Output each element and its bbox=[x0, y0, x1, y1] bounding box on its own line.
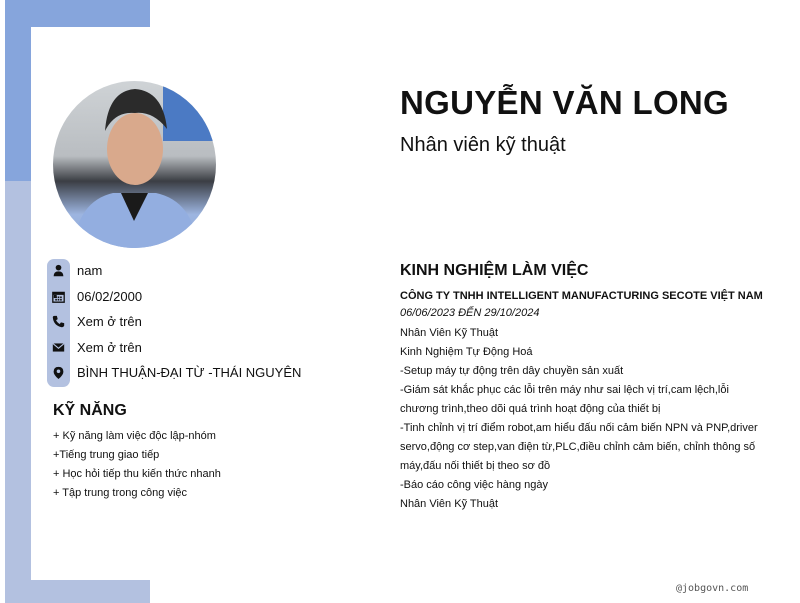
candidate-position: Nhân viên kỹ thuật bbox=[400, 134, 566, 156]
skills-heading: KỸ NĂNG bbox=[53, 402, 127, 419]
location-icon bbox=[50, 364, 67, 381]
experience-line: -Tinh chỉnh vị trí điểm robot,am hiểu đấu nối cảm biến NPN và PNP,driver bbox=[400, 422, 758, 434]
person-photo-icon bbox=[53, 81, 216, 248]
experience-line: máy,đấu nối thiết bị theo sơ đồ bbox=[400, 460, 551, 472]
experience-line: -Setup máy tự động trên dây chuyền sản xuất bbox=[400, 365, 624, 377]
person-icon bbox=[50, 262, 67, 279]
experience-line: Nhân Viên Kỹ Thuật bbox=[400, 498, 499, 510]
skill-item: + Tập trung trong công việc bbox=[53, 487, 188, 499]
contact-address: BÌNH THUẬN-ĐẠI TỪ -THÁI NGUYÊN bbox=[50, 362, 301, 382]
experience-heading: KINH NGHIỆM LÀM VIỆC bbox=[400, 262, 589, 279]
email-icon bbox=[50, 339, 67, 356]
phone-icon bbox=[50, 313, 67, 330]
calendar-icon bbox=[50, 288, 67, 305]
profile-photo bbox=[53, 81, 216, 248]
skill-item: +Tiếng trung giao tiếp bbox=[53, 449, 160, 461]
experience-line: Nhân Viên Kỹ Thuật bbox=[400, 327, 499, 339]
skill-item: + Kỹ năng làm việc độc lập-nhóm bbox=[53, 430, 216, 442]
candidate-name: NGUYỄN VĂN LONG bbox=[400, 84, 730, 121]
contact-phone: Xem ở trên bbox=[50, 311, 142, 331]
contact-email: Xem ở trên bbox=[50, 337, 142, 357]
company-name: CÔNG TY TNHH INTELLIGENT MANUFACTURING SECOTE VIỆT NAM bbox=[400, 290, 763, 302]
skill-item: + Học hỏi tiếp thu kiến thức nhanh bbox=[53, 468, 221, 480]
experience-line: servo,động cơ step,van điện từ,PLC,điều chỉnh cảm biến, chỉnh thông số bbox=[400, 441, 756, 453]
contact-gender: nam bbox=[50, 260, 102, 280]
employment-dates: 06/06/2023 ĐẾN 29/10/2024 bbox=[400, 307, 540, 319]
experience-line: -Báo cáo công việc hàng ngày bbox=[400, 479, 548, 491]
experience-line: chương trình,theo dõi quá trình hoạt động của thiết bị bbox=[400, 403, 661, 415]
experience-line: Kinh Nghiệm Tự Động Hoá bbox=[400, 346, 533, 358]
experience-line: -Giám sát khắc phục các lỗi trên máy như sai lệch vị trí,cam lệch,lỗi bbox=[400, 384, 729, 396]
experience-description bbox=[400, 324, 770, 514]
watermark: @jobgovn.com bbox=[676, 583, 749, 594]
contact-birthday: 06/02/2000 bbox=[50, 286, 142, 306]
